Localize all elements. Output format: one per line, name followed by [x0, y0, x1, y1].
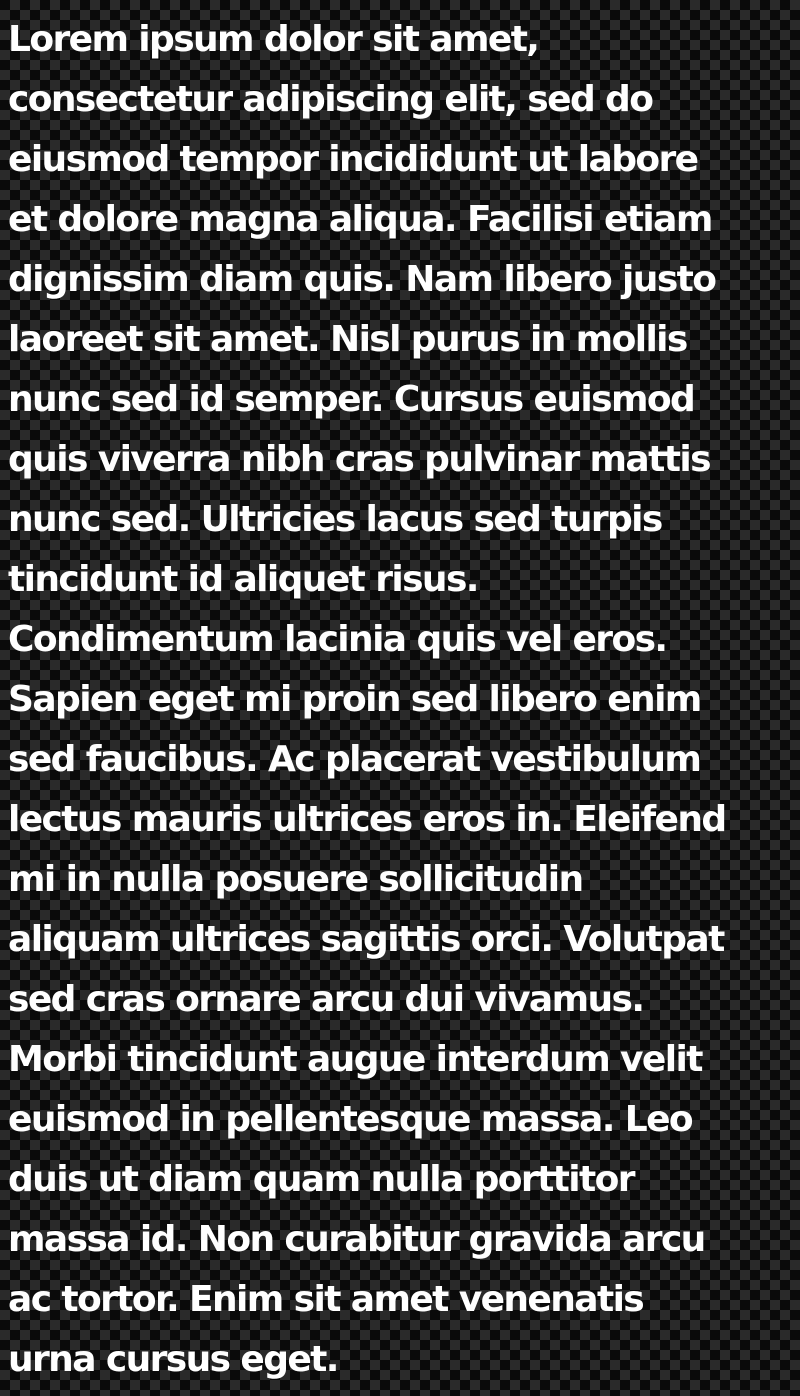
- text-line: eiusmod tempor incididunt ut labore: [8, 139, 698, 180]
- text-line: ac tortor. Enim sit amet venenatis: [8, 1279, 644, 1320]
- text-line: Sapien eget mi proin sed libero enim: [8, 679, 701, 720]
- text-line: tincidunt id aliquet risus.: [8, 559, 478, 600]
- text-line: euismod in pellentesque massa. Leo: [8, 1099, 693, 1140]
- text-line: lectus mauris ultrices eros in. Eleifend: [8, 799, 726, 840]
- text-line: duis ut diam quam nulla porttitor: [8, 1159, 634, 1200]
- text-line: dignissim diam quis. Nam libero justo: [8, 259, 716, 300]
- text-line: nunc sed. Ultricies lacus sed turpis: [8, 499, 662, 540]
- text-line: Condimentum lacinia quis vel eros.: [8, 619, 667, 660]
- text-line: sed cras ornare arcu dui vivamus.: [8, 979, 644, 1020]
- text-line: quis viverra nibh cras pulvinar mattis: [8, 439, 710, 480]
- text-line: mi in nulla posuere sollicitudin: [8, 859, 583, 900]
- text-line: sed faucibus. Ac placerat vestibulum: [8, 739, 701, 780]
- text-line: aliquam ultrices sagittis orci. Volutpat: [8, 919, 724, 960]
- text-line: Lorem ipsum dolor sit amet,: [8, 19, 539, 60]
- text-line: laoreet sit amet. Nisl purus in mollis: [8, 319, 687, 360]
- text-line: nunc sed id semper. Cursus euismod: [8, 379, 695, 420]
- text-line: massa id. Non curabitur gravida arcu: [8, 1219, 705, 1260]
- lorem-ipsum-paragraph: [8, 10, 798, 1390]
- text-line: consectetur adipiscing elit, sed do: [8, 79, 653, 120]
- text-line: urna cursus eget.: [8, 1339, 338, 1380]
- text-line: et dolore magna aliqua. Facilisi etiam: [8, 199, 712, 240]
- text-line: Morbi tincidunt augue interdum velit: [8, 1039, 702, 1080]
